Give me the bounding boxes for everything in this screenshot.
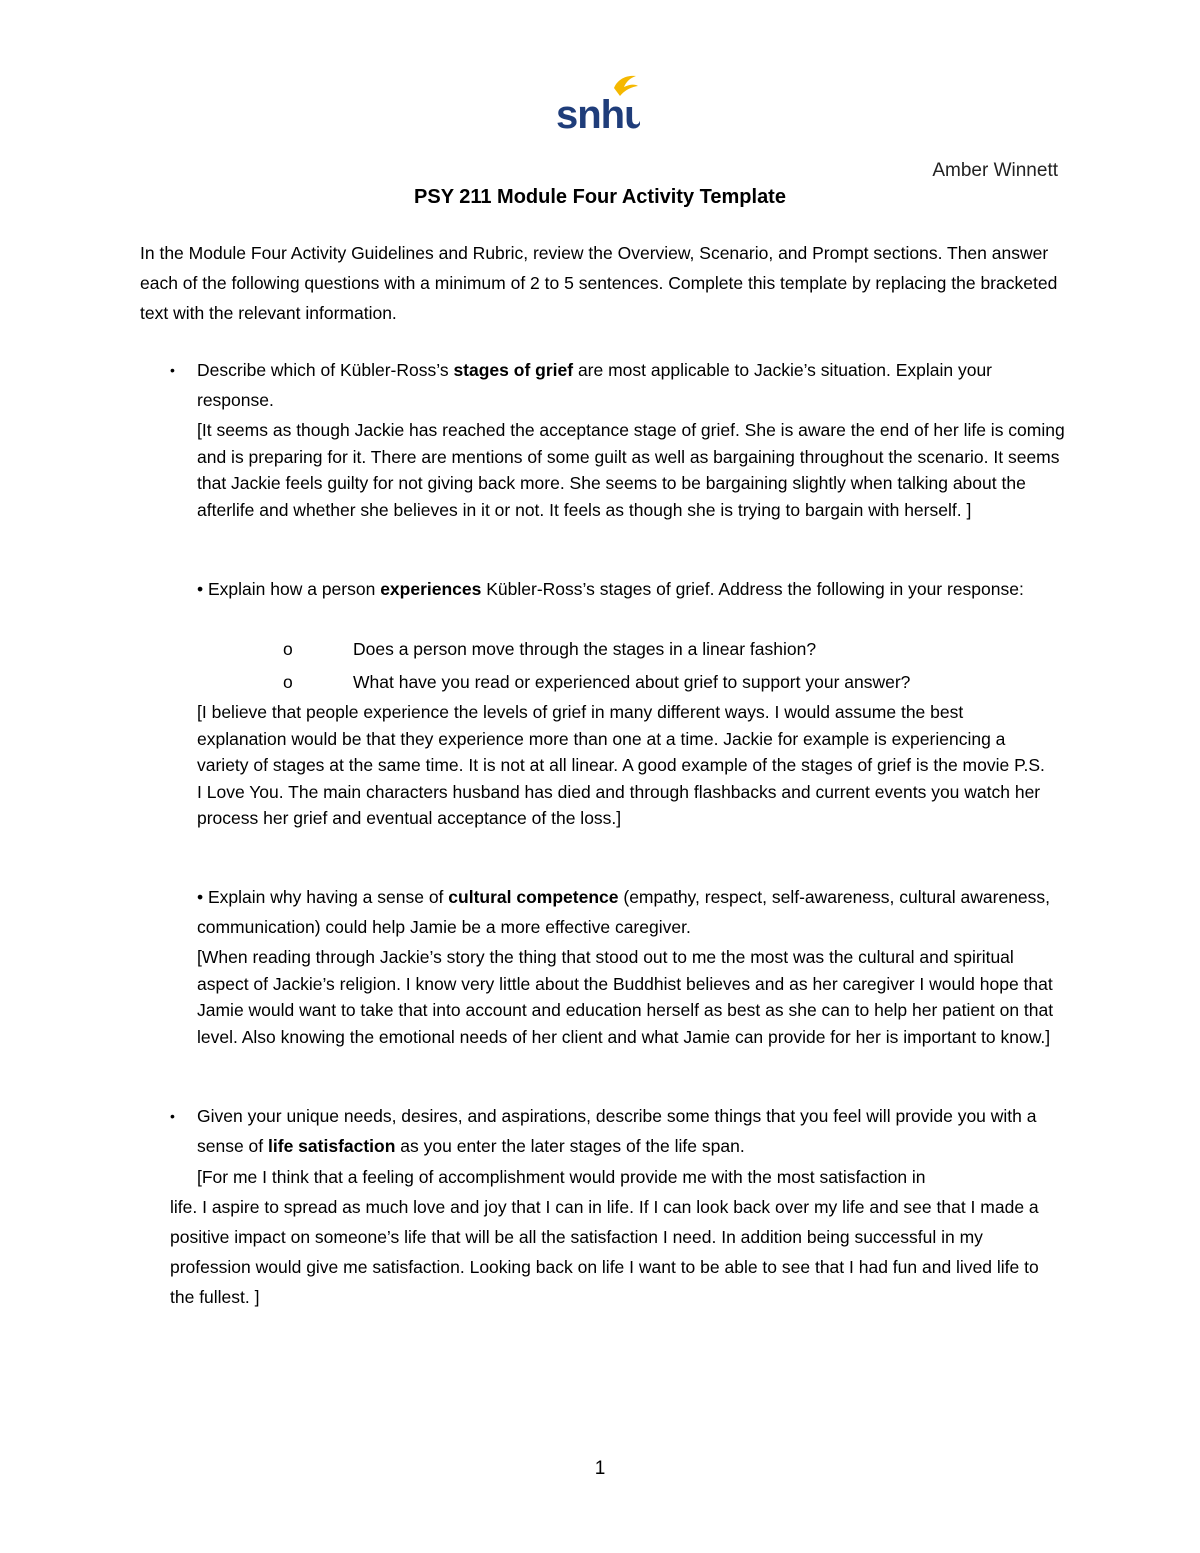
question-1-keyword: stages of grief: [453, 360, 574, 380]
snhu-logo: [556, 74, 640, 132]
question-4-prefix: Given your unique needs, desires, and aspirations, describe some things that you feel will provide you with a sense of: [197, 1106, 1037, 1156]
author-name: Amber Winnett: [932, 160, 1058, 181]
question-3-bullet: •: [197, 887, 204, 907]
question-2: [197, 574, 1057, 604]
question-3-keyword: cultural competence: [448, 887, 619, 907]
answer-4-first-line: [For me I think that a feeling of accomplishment would provide me with the most satisfaction in: [197, 1167, 926, 1187]
page-number: 1: [594, 1458, 606, 1479]
answer-4: life. I aspire to spread as much love and joy that I can in life. If I can look back over my life and see that I made a positive impact on someone’s life that will be all the satisfaction I need. In addition being successful in my profession would give me satisfaction. Looking back on life I want to be able to see that I had fun and lived life to the fullest. ]: [170, 1197, 1039, 1307]
question-1-bullet: •: [170, 362, 175, 378]
subitem-text: Does a person move through the stages in a linear fashion?: [353, 639, 817, 659]
document-title: PSY 211 Module Four Activity Template: [414, 186, 786, 208]
question-4-keyword: life satisfaction: [268, 1136, 396, 1156]
answer-3: [When reading through Jackie’s story the thing that stood out to me the most was the cultural and spiritual aspect of Jackie’s religion. I know very little about the Buddhist believes and as her caregiver I would hope that Jamie would want to take that into account and education herself as best as she can to help her patient on that level. Also knowing the emotional needs of her client and what Jamie can provide for her is important to know.]: [197, 947, 1054, 1047]
question-2-suffix: Kübler-Ross’s stages of grief. Address the following in your response:: [481, 579, 1024, 599]
question-2-prefix: Explain how a person: [203, 579, 381, 599]
question-1-prefix: Describe which of Kübler-Ross’s: [197, 360, 454, 380]
question-4: [197, 1101, 1067, 1161]
question-1: [197, 355, 1057, 415]
answer-2: [I believe that people experience the levels of grief in many different ways. I would assume the best explanation would be that they experience more than one at a time. Jackie for example is experiencing a variety of stages at the same time. It is not at all linear. A good example of the stages of grief is the movie P.S. I Love You. The main characters husband has died and through flashbacks and current events you watch her process her grief and eventual acceptance of the loss.]: [197, 702, 1045, 829]
question-2-bullet: •: [197, 579, 204, 599]
snhu-logo-mark: [556, 74, 640, 132]
snhu-logo-text: snhu: [556, 93, 640, 132]
answer-1: [It seems as though Jackie has reached the acceptance stage of grief. She is aware the end of her life is coming and is preparing for it. There are mentions of some guilt as well as bargaining throughout the scenario. It seems that Jackie feels guilty for not giving back more. She seems to be bargaining slightly when talking about the afterlife and whether she believes in it or not. It feels as though she is trying to bargain with herself. ]: [197, 420, 1065, 520]
question-3-prefix: Explain why having a sense of: [203, 887, 449, 907]
question-4-suffix: as you enter the later stages of the life span.: [395, 1136, 745, 1156]
subitem-marker: o: [283, 639, 293, 659]
question-2-keyword: experiences: [380, 579, 482, 599]
intro-paragraph: In the Module Four Activity Guidelines and Rubric, review the Overview, Scenario, and Prompt sections. Then answer each of the following questions with a minimum of 2 to 5 sentences. Complete this template by replacing the bracketed text with the relevant information.: [140, 243, 1058, 323]
question-3-suffix: (empathy, respect, self-awareness, cultural awareness, communication) could help Jamie be a more effective caregiver.: [197, 887, 1051, 937]
question-1-suffix: are most applicable to Jackie’s situation. Explain your response.: [197, 360, 993, 410]
question-4-bullet: •: [170, 1108, 175, 1124]
subitem-marker: o: [283, 672, 293, 692]
question-2-subitem-1: [283, 634, 1063, 664]
question-3: [197, 882, 1057, 942]
subitem-text: What have you read or experienced about grief to support your answer?: [353, 672, 911, 692]
question-2-subitem-2: [283, 667, 1063, 697]
